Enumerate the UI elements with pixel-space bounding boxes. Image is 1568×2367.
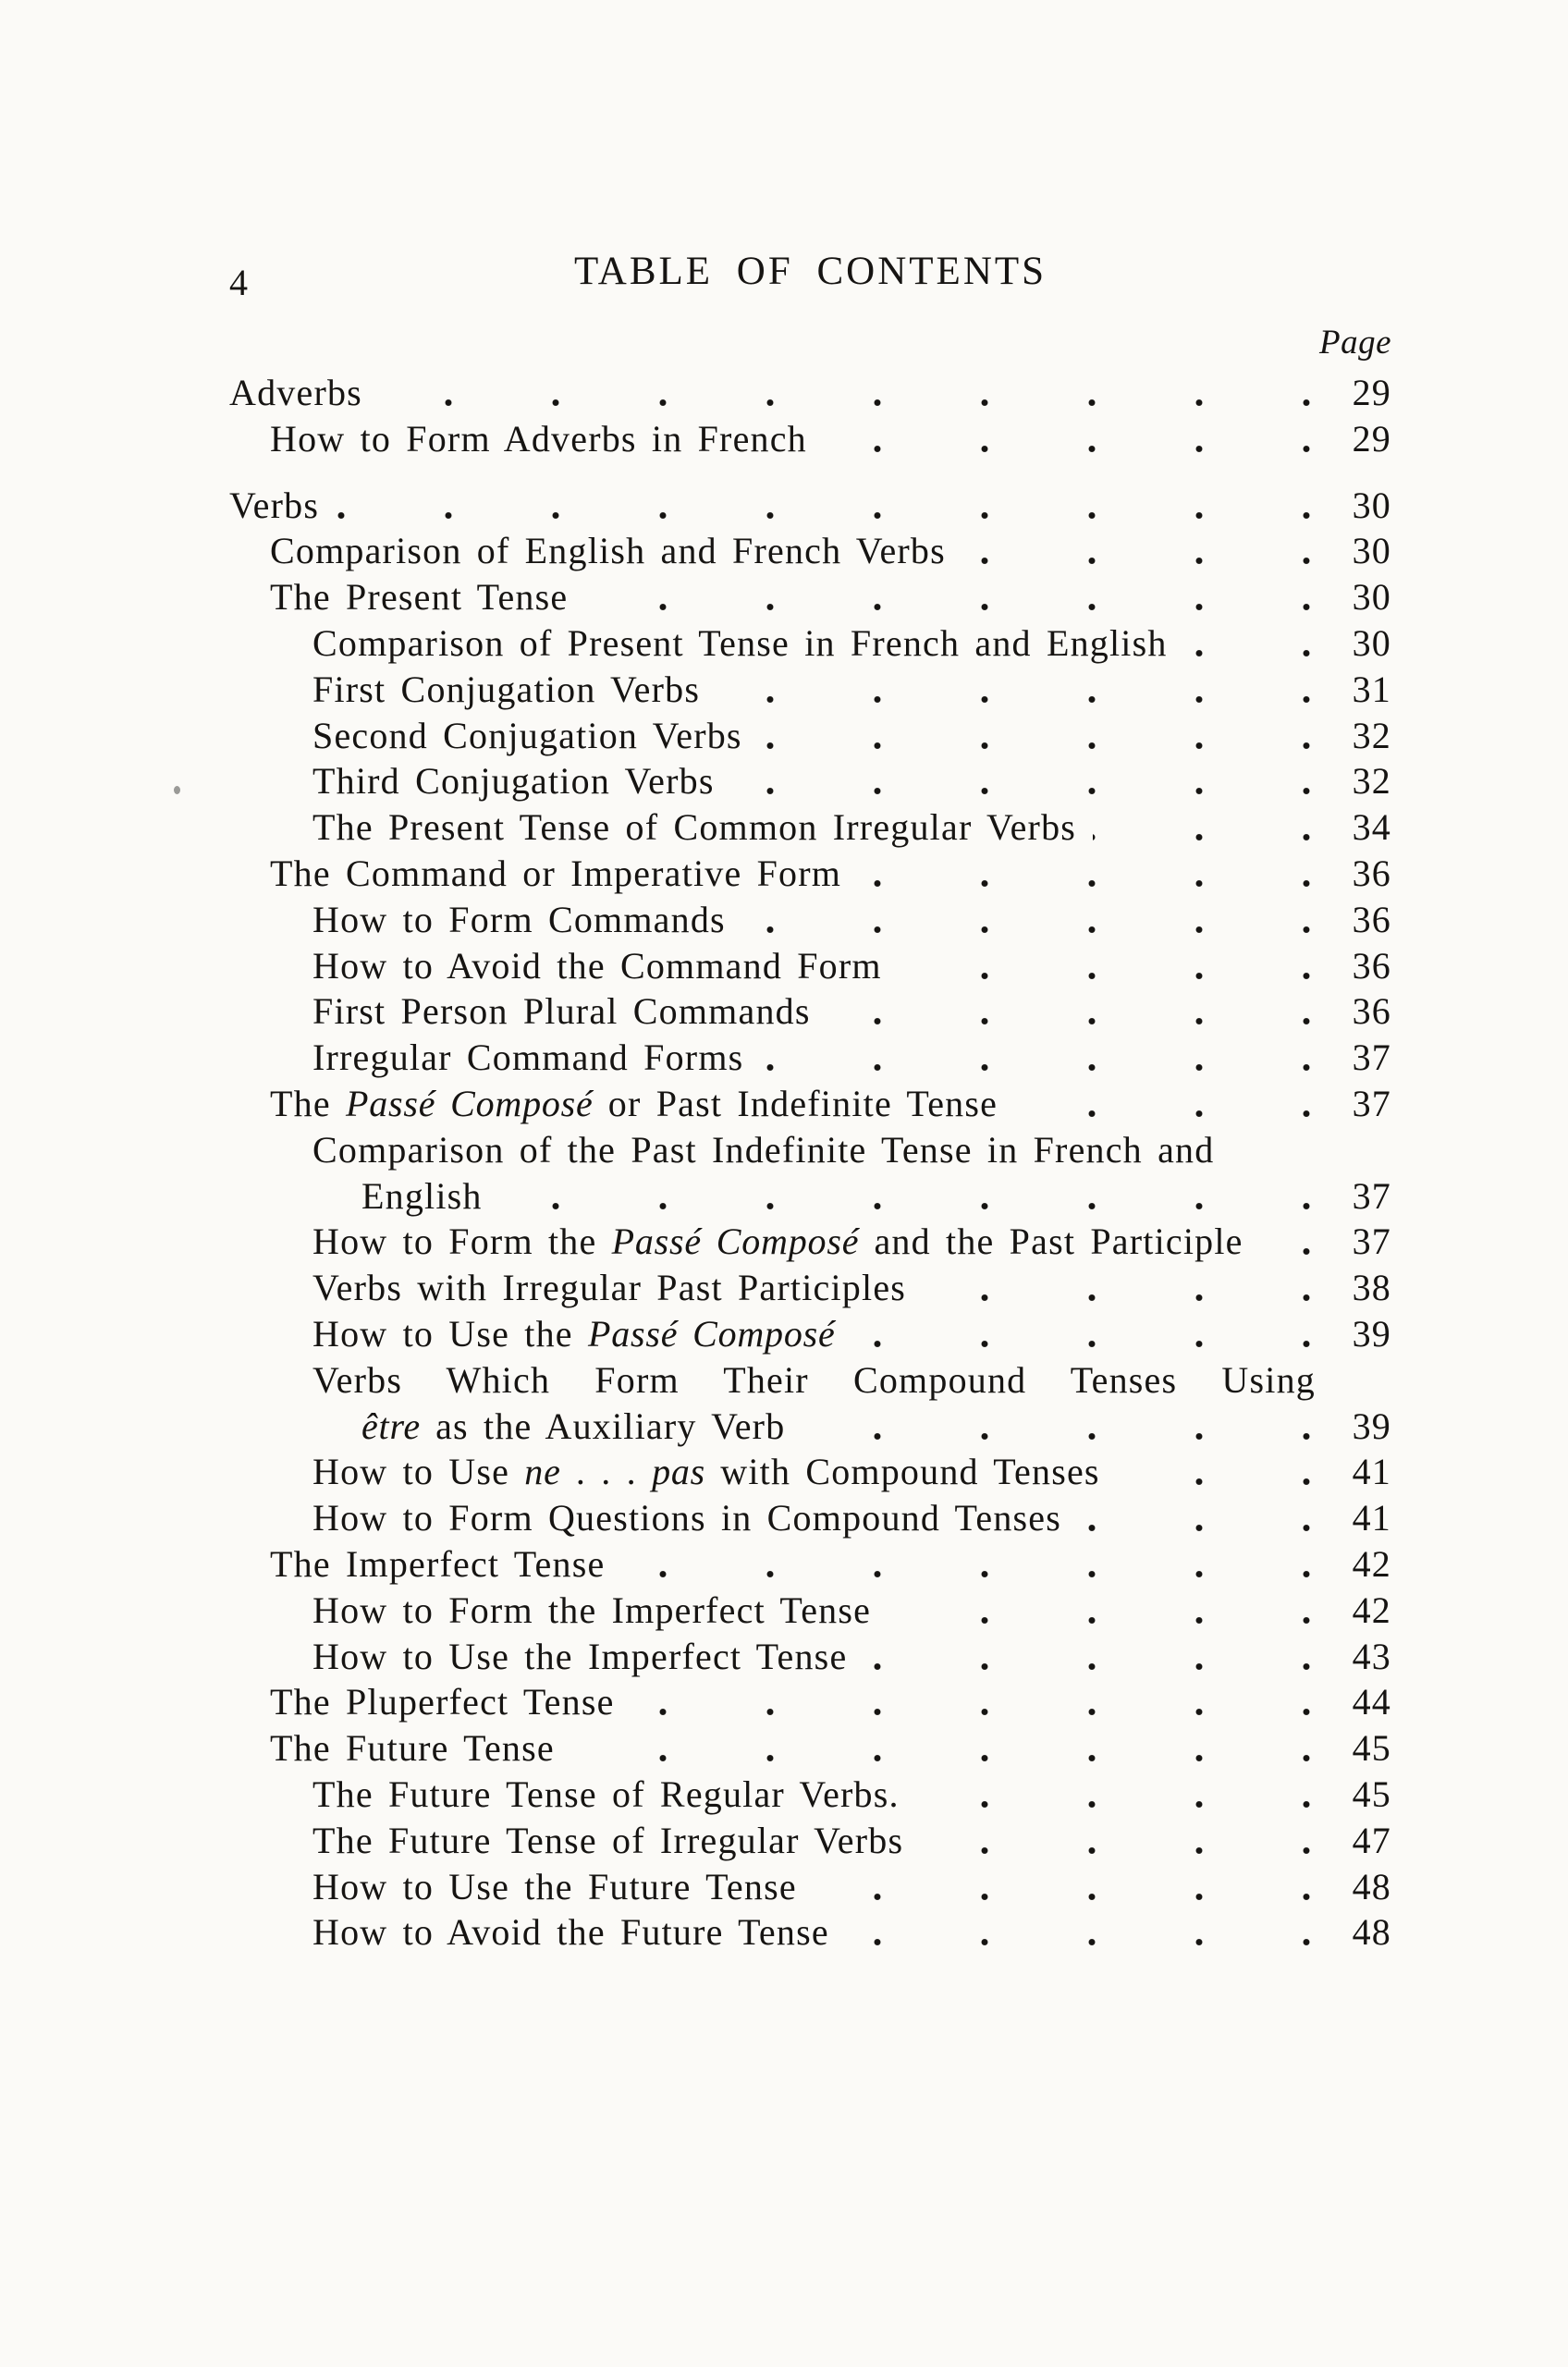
toc-entry-page-number: 42 <box>1336 1541 1391 1588</box>
toc-entry <box>229 1634 1391 1680</box>
toc-entry-text-italic: pas <box>652 1451 706 1493</box>
toc-entry-text-segment: The Future Tense <box>270 1727 555 1770</box>
toc-entry <box>229 1219 1391 1265</box>
toc-entry-title <box>229 483 336 529</box>
toc-entry <box>229 988 1391 1035</box>
toc-entry <box>229 1909 1391 1956</box>
toc-entry-page-number: 30 <box>1336 528 1391 574</box>
toc-entry-title <box>229 758 731 804</box>
toc-entry-page-number: 36 <box>1336 851 1391 897</box>
toc-entry-page-number: 43 <box>1336 1634 1391 1680</box>
toc-entry-text-italic: ne <box>524 1451 561 1493</box>
toc-entry-text-segment: How to Form Commands <box>312 898 726 940</box>
toc-entry-page-number: 34 <box>1336 804 1391 851</box>
toc-entry-title <box>229 897 742 943</box>
toc-entry-title <box>229 1035 760 1081</box>
toc-entry-title <box>229 1588 888 1634</box>
page-column-label: Page <box>1318 324 1391 362</box>
toc-entry-page-number: 36 <box>1336 943 1391 989</box>
toc-entry-title <box>229 1265 923 1311</box>
toc-entry-page-number: 39 <box>1336 1404 1391 1450</box>
toc-entry-title <box>229 1357 1316 1404</box>
toc-entry-text-segment: How to Form Questions in Compound Tenses <box>312 1497 1062 1539</box>
toc-entry-title <box>229 1772 916 1818</box>
toc-entry-title <box>229 1449 1117 1495</box>
toc-entry <box>229 1495 1391 1541</box>
toc-entry-text-segment: How to Form the <box>312 1220 612 1263</box>
toc-entry-page-number: 41 <box>1336 1449 1391 1495</box>
toc-entry-page-number: 30 <box>1336 620 1391 667</box>
toc-entry-page-number: 39 <box>1336 1311 1391 1357</box>
toc-entry <box>229 528 1391 574</box>
toc-entry-text-segment: The Future Tense of Irregular Verbs <box>312 1819 904 1861</box>
toc-entry-text-segment: Comparison of Present Tense in French and English <box>312 621 1168 664</box>
toc-entry-page-number: 32 <box>1336 758 1391 804</box>
toc-entry-title <box>229 1219 1260 1265</box>
toc-entry-text-segment: Irregular Command Forms <box>312 1036 744 1079</box>
toc-entry-text-segment: How to Avoid the Command Form <box>312 944 882 987</box>
toc-entry-text-segment: Verbs with Irregular Past Participles <box>312 1267 907 1309</box>
toc-entry-text-segment: and the Past Participle <box>859 1220 1243 1263</box>
toc-entry-text-segment: The Imperfect Tense <box>270 1542 606 1585</box>
toc-entry <box>229 1864 1391 1910</box>
toc-entry <box>229 1818 1391 1864</box>
toc-entry-title <box>229 943 899 989</box>
toc-entry <box>229 1035 1391 1081</box>
toc-entry-text-italic: être <box>361 1404 421 1447</box>
toc-entry-page-number: 29 <box>1336 416 1391 462</box>
toc-entry-text-segment: The Present Tense of Common Irregular Verbs <box>312 806 1077 849</box>
toc-entry <box>229 667 1391 713</box>
toc-entry-text-segment: How to Form Adverbs in French <box>270 417 807 460</box>
toc-entry <box>229 1772 1391 1818</box>
page-title: TABLE OF CONTENTS <box>573 250 1047 293</box>
toc-entry <box>229 1173 1391 1220</box>
toc-entry-text-italic: Passé Composé <box>611 1220 860 1263</box>
toc-entry-title <box>229 1311 852 1357</box>
toc-entry-page-number: 37 <box>1336 1081 1391 1127</box>
toc-entry-title <box>229 1127 1391 1173</box>
toc-entry-text-segment: The Future Tense of Regular Verbs. <box>312 1772 900 1815</box>
toc-entry-title <box>229 1173 499 1220</box>
toc-entry-text-segment: Second Conjugation Verbs <box>312 714 742 756</box>
toc-entry-title <box>229 370 379 416</box>
toc-entry-page-number: 30 <box>1336 574 1391 620</box>
toc-entry-text-italic: Passé Composé <box>346 1082 594 1124</box>
toc-entry-title <box>229 1495 1078 1541</box>
toc-entry-text-segment: The <box>270 1082 346 1124</box>
toc-entry-title <box>229 804 1093 851</box>
toc-entry <box>229 758 1391 804</box>
toc-entry-text-segment: How to Form the Imperfect Tense <box>312 1588 872 1631</box>
toc-entry <box>229 1541 1391 1588</box>
scan-artifact-dot <box>174 786 180 794</box>
toc-entry-page-number: 37 <box>1336 1035 1391 1081</box>
toc-entry <box>229 1449 1391 1495</box>
toc-entry <box>229 483 1391 529</box>
toc-entry <box>229 1679 1391 1725</box>
toc-entry-wrap-first-line <box>229 1357 1391 1404</box>
toc-entry-title <box>229 1725 571 1772</box>
toc-entry <box>229 804 1391 851</box>
toc-entry-page-number: 48 <box>1336 1864 1391 1910</box>
toc-entry-text-segment: First Conjugation Verbs <box>312 668 701 710</box>
toc-entry-text-italic: Passé Composé <box>587 1312 836 1355</box>
toc-entry-text-segment: How to Use <box>312 1451 525 1493</box>
toc-entry-page-number: 42 <box>1336 1588 1391 1634</box>
toc-entry-text-segment: How to Use the <box>312 1312 588 1355</box>
toc-entry-text-segment: as the Auxiliary Verb <box>420 1404 786 1447</box>
toc-entry-page-number: 36 <box>1336 988 1391 1035</box>
toc-entry-page-number: 45 <box>1336 1725 1391 1772</box>
toc-entry-text-segment: Adverbs <box>229 372 362 413</box>
toc-entry-title <box>229 620 1184 667</box>
toc-entry-title <box>229 1634 864 1680</box>
toc-entry <box>229 1725 1391 1772</box>
toc-entry <box>229 1265 1391 1311</box>
toc-entry-title <box>229 1679 631 1725</box>
toc-entry-text-segment: Verbs <box>229 484 320 526</box>
toc-entry-text-segment: . . . <box>560 1451 653 1493</box>
toc-entry-title <box>229 713 759 759</box>
toc-entry <box>229 1311 1391 1357</box>
toc-entry <box>229 1081 1391 1127</box>
toc-entry-page-number: 31 <box>1336 667 1391 713</box>
toc-entry-text-segment: Verbs Which Form Their Compound Tenses Using <box>312 1358 1316 1401</box>
toc-entry-page-number: 38 <box>1336 1265 1391 1311</box>
toc-entry-title <box>229 851 858 897</box>
toc-entry-wrap-first-line <box>229 1127 1391 1173</box>
folio-number: 4 <box>229 262 248 303</box>
toc-entry-title <box>229 1404 802 1450</box>
toc-entry <box>229 370 1391 416</box>
toc-entry-text-segment: English <box>361 1174 483 1217</box>
toc-entry-title <box>229 1909 846 1956</box>
toc-entry-text-segment: First Person Plural Commands <box>312 990 811 1033</box>
toc-entry-page-number: 29 <box>1336 370 1391 416</box>
toc-entry <box>229 1588 1391 1634</box>
table-of-contents <box>229 370 1391 1956</box>
toc-entry-title <box>229 528 962 574</box>
toc-entry-text-segment: or Past Indefinite Tense <box>593 1082 998 1124</box>
toc-entry-text-segment: Third Conjugation Verbs <box>312 760 715 803</box>
toc-entry-title <box>229 988 827 1035</box>
toc-entry-text-segment: Comparison of English and French Verbs <box>270 530 946 572</box>
toc-entry-text-segment: How to Avoid the Future Tense <box>312 1911 829 1954</box>
toc-entry <box>229 713 1391 759</box>
toc-entry-text-segment: with Compound Tenses <box>705 1451 1100 1493</box>
toc-entry-page-number: 36 <box>1336 897 1391 943</box>
toc-entry-title <box>229 574 584 620</box>
toc-entry-text-segment: The Pluperfect Tense <box>270 1681 615 1723</box>
toc-entry-page-number: 37 <box>1336 1173 1391 1220</box>
toc-entry-title <box>229 667 717 713</box>
toc-entry-title <box>229 1864 814 1910</box>
toc-entry-title <box>229 416 824 462</box>
toc-entry-text-segment: How to Use the Imperfect Tense <box>312 1635 848 1677</box>
toc-entry <box>229 620 1391 667</box>
toc-entry-text-segment: The Present Tense <box>270 576 569 619</box>
page-header <box>229 250 1391 303</box>
toc-entry-text-segment: Comparison of the Past Indefinite Tense in French and <box>312 1128 1215 1171</box>
toc-entry-page-number: 41 <box>1336 1495 1391 1541</box>
toc-entry-page-number: 47 <box>1336 1818 1391 1864</box>
toc-entry-page-number: 30 <box>1336 483 1391 529</box>
toc-entry-title <box>229 1818 920 1864</box>
toc-entry <box>229 416 1391 462</box>
toc-entry-page-number: 45 <box>1336 1772 1391 1818</box>
toc-entry-text-segment: How to Use the Future Tense <box>312 1865 797 1907</box>
toc-entry <box>229 1404 1391 1450</box>
toc-entry <box>229 897 1391 943</box>
toc-entry-text-segment: The Command or Imperative Form <box>270 852 842 894</box>
toc-entry-page-number: 44 <box>1336 1679 1391 1725</box>
toc-entry-title <box>229 1541 621 1588</box>
toc-entry <box>229 851 1391 897</box>
toc-entry-page-number: 37 <box>1336 1219 1391 1265</box>
toc-entry-title <box>229 1081 1014 1127</box>
toc-entry-page-number: 32 <box>1336 713 1391 759</box>
toc-entry <box>229 574 1391 620</box>
toc-entry <box>229 943 1391 989</box>
toc-entry-page-number: 48 <box>1336 1909 1391 1956</box>
